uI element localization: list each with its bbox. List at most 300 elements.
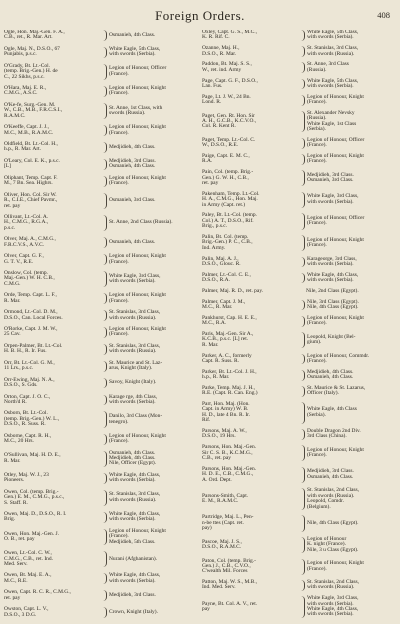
entry-row [202,257,396,268]
entry-name [4,607,101,618]
entry-award-line: Legion of Honour, Commdr. [307,352,370,359]
entry-award-line: White Eagle, 4th Class, [109,511,161,517]
entry-row [4,47,198,58]
brace-divider [300,170,305,186]
entry-name [202,580,299,591]
entry-name-line: Orr, Bt. Lt.-Col. G. M., [4,359,55,366]
entry-award-line: Osmanieh, 4th Class. [109,163,156,170]
entry-award-line: Legion of Honour, Knight [109,432,166,439]
entry-name [202,213,299,229]
entry-name [4,490,101,506]
entry-name-line: K.C.B., p.s.c. [L] ret. [202,336,249,343]
entry-award-line: (Serbia). [307,126,326,133]
entry-award-line: Karage rge, 4th Class, [109,393,158,400]
entry-name-line: C'wealth Mil. Forces [202,568,248,575]
entry-award-line: (France). [109,438,129,445]
entry-award-line: (Serbia). [307,411,326,418]
entry-award-line: with swords (Serbia). [307,34,354,41]
entry-name-line: Brig. [4,516,16,523]
entry-award [109,176,198,187]
entry-name-line: D.S.O., Can. Local Forces. [4,314,63,321]
entry-award-line: Nile, Officer (Egypt). [109,460,157,467]
entry-name [4,590,101,601]
entry-award-line: Legion of Honour, Knight [307,314,364,321]
entry-award [109,529,198,545]
entry-award-line: St. Anne, 1st Class, with [109,104,163,111]
entry-name-line: Lond. R. [202,99,222,106]
entry-row [4,473,198,484]
entry-name-line: Brig., p.s.c. [202,223,228,230]
brace-divider [300,370,305,381]
entry-award-line: Legion of Honour, Knight [109,124,166,131]
entry-award [307,194,396,205]
entry-name-line: R., C.I.E., Chief Pavmr., [4,197,58,204]
entry-name [4,86,101,97]
brace-divider [102,293,107,304]
entry-row [4,176,198,187]
entry-name-line: Owen, Col. (temp. Brig.- [4,488,59,495]
entry-name-line: R.E. (Capt. R. Can. Eng.) [202,390,258,397]
entry-row [4,327,198,338]
entry-award-line: Medjidieh, 4th Class. [109,143,156,150]
entry-award [109,293,198,304]
brace-divider [300,111,305,133]
entry-name [4,434,101,445]
entry-name-line: ret. pay [202,180,219,186]
brace-divider [102,327,107,338]
entry-name-line: Page, Lt. J. W., 24 Bn. [202,93,251,100]
entry-award-line: Osmanieh, 4th Class. [307,473,354,480]
entry-award [306,289,396,294]
entry-award-line: Nile, 4th Class (Egypt). [307,519,359,526]
entry-award-line: (France). [307,565,327,572]
brace-divider [300,429,305,440]
entry-award [109,145,198,150]
entry-row [4,551,198,567]
entry-award-line: Double Dragon 2nd Div. [307,428,361,435]
entry-award-line: Legion of Honour, Officer [109,65,167,72]
entry-award-line: St. Anne, 2nd Class (Russia). [109,219,173,226]
entry-award-line: with swords (Serbia). [109,278,156,285]
entry-award [307,257,396,268]
entry-name-line: Payne, Bt. Col. A. V., ret. [202,600,258,607]
entry-award-line: (France). [307,142,327,149]
entry-award-line: Osmanieh, 4th Class. [307,374,354,381]
entry-award [109,106,198,117]
entry-name [4,378,101,389]
entry-row [202,515,396,531]
entry-award-line: Medjidieh, 4th Class. [109,454,156,461]
entry-name-line: n-be ttes (Capt. ret. [202,519,244,526]
entry-name-line: Parsons-Smith, Capt. [202,492,249,499]
entry-name-line: C.M.G., A.S.C. [4,90,38,97]
entry-row [4,395,198,406]
entry-award-line: Osmanieh, 4th Class. [109,449,156,456]
entry-name [202,494,299,505]
entry-award [307,111,396,133]
entry-name-line: Palin, Maj. A. J., [202,255,239,262]
entry-award-line: White Eagle, 3rd Class, [307,193,359,200]
entry-award-line: (France). [307,320,327,327]
brace-divider [102,215,107,231]
entry-name-line: W., C.B., M.B., F.R.C.S.I., [4,107,63,114]
entry-award [307,448,396,459]
brace-divider [300,273,305,284]
entry-award [307,216,396,227]
entry-award [109,451,198,467]
entry-name-line: Ind. Med. Serv. [202,584,236,591]
entry-award-line: with swords (Russia). [109,314,157,321]
entry-name [202,316,299,327]
entry-name-line: Capt. in Army) W. B. [202,406,249,413]
entry-name-line: M.C., 20 Hrs. [4,438,34,445]
entry-name-line: Olver, Maj. A., C.M.G., [4,236,56,243]
entry-name-line: Ollivant, Lt.-Col. A. [4,213,49,220]
entry-name-line: O'Keeffe, Capt. J. J., [4,124,49,131]
entry-name [4,64,101,80]
entry-award-line: White Eagle, 1st Class [307,120,357,127]
entry-name-line: D.S.O., R.A.M.C. [202,544,242,551]
entry-name-line: O'Sullivan, Maj. H. D. E., [4,452,61,459]
entry-name-line: Gen.) J., C.B., C.V.O., [202,562,251,569]
entry-name-line: Parsons, Hon. Maj.-Gen. [202,465,257,472]
entry-name-line: Orr-Ewing, Maj. N. A., [4,376,55,383]
entry-row [4,451,198,467]
entry-award-line: with swords (Serbia). [307,198,354,205]
entry-award [307,335,396,346]
entry-name [202,95,299,106]
entry-name [202,467,299,483]
entry-name [4,237,101,248]
entry-award-line: with swords (Serbia). [109,51,156,58]
entry-row [4,254,198,265]
brace-divider [102,64,107,80]
brace-divider [102,159,107,170]
brace-divider [102,271,107,287]
brace-divider [102,103,107,119]
entry-award-line: St. Anne, 3rd Class [307,61,349,68]
entry-row [202,559,396,575]
brace-divider [102,361,107,372]
entry-award [109,492,198,503]
entry-name-line: Parker, Bt. Lt.-Col. J. H., [202,368,257,375]
entry-award-line: 3rd Class (China). [307,433,347,440]
entry-award-line: Medjidieh, 3rd Class. [109,157,156,164]
entry-name-line: h.p., R. Mar. [202,374,230,381]
entry-name-line: Col.) A. T., D.S.O., Rif. [202,217,254,224]
entry-name-line: Page, Capt. G. F., D.S.O., [202,77,258,84]
columns [4,30,396,620]
entry-name-line: O. B., ret. pay [4,535,35,542]
entry-row [4,310,198,321]
entry-row [4,64,198,80]
entry-name-line: O'Ke-fe, Surg.-Gen. M. [4,101,56,108]
entry-award [109,220,198,225]
entry-name-line: 25 Cav. [4,331,21,338]
brace-divider [300,213,305,229]
entry-row [202,154,396,165]
entry-name-line: Owen, Hon. Maj.-Gen. J. [4,530,59,537]
entry-name [4,293,101,304]
entry-name-line: Sir C. S. B., K.C.M.G., [202,449,253,456]
brace-divider [102,47,107,58]
entry-name-line: Paddon, Bt. Maj. S. S., [202,61,252,68]
entry-name [4,142,101,153]
entry-name-line: Palmer, Lt.-Col. C. E., [202,271,251,278]
entry-name-line: ret. pay [4,594,21,601]
entry-name-line: Parr, Hon. Maj. (Hon. [202,401,250,408]
entry-award [307,46,396,57]
entry-row [202,488,396,510]
entry-award-line: Osmanieh, 3rd Class. [307,177,354,184]
entry-name-line: G. T. V., R.E. [4,258,34,265]
entry-award-line: Officer (Italy). [307,390,339,397]
entry-award-line: with swords (Serbia). [307,600,354,607]
entry-row [4,490,198,506]
entry-award-line: St. Stanislas, 2nd Class, [307,487,359,494]
entry-award-line: White Eagle, 3rd Class, [109,272,161,279]
entry-row [4,434,198,445]
entry-award-line: with swords (Serbia). [307,611,354,618]
entry-award-line: Medjidieh, 5th Class. [109,538,156,545]
entry-row [4,30,198,41]
entry-row [202,370,396,381]
entry-row [202,95,396,106]
entry-name-line: Palin, Bt. Col. (temp. [202,233,249,240]
entry-award [307,173,396,184]
entry-name-line: H., C.M.G., R.G.A., [4,219,49,226]
entry-name [202,114,299,130]
entry-name [202,300,299,311]
brace-divider [300,46,305,57]
entry-name-line: D.S.O., R.A. [202,277,230,284]
entry-award [109,344,198,355]
entry-award [307,488,396,510]
entry-name-line: H. B. H., R. Ir. Fus. [4,348,47,355]
entry-award [109,86,198,97]
brace-divider [102,30,107,41]
entry-name-line: D.S.O., S. Gds. [4,382,38,389]
entry-name-line: Olver, Capt. G. F., [4,253,44,260]
entry-award-line: Medjidieh, 3rd Class. [307,468,354,475]
entry-award [307,537,396,553]
brace-divider [102,590,107,601]
entry-row [202,445,396,461]
entry-name [202,540,299,551]
entry-award [307,79,396,90]
entry-name-line: H. A., C.M.G., Hon. Maj. [202,196,258,203]
entry-award-line: Medjidieh, 4th Class. [307,368,354,375]
entry-name-line: Ogle, Maj. N., D.S.O., 67 [4,45,60,52]
entry-name [202,370,299,381]
brace-divider [300,332,305,348]
entry-row [4,607,198,618]
entry-award-line: (Russia). [307,115,327,122]
entry-award [307,154,396,165]
left-column [4,30,198,620]
entry-award [109,512,198,523]
entry-award-line: Legion of Honour, Officer [307,136,365,143]
entry-name [202,289,299,294]
entry-award-line: with swords (Russia). [109,348,157,355]
entry-name [202,192,299,208]
entry-name-line: H. D., late 4 Bn. R. Ir. [202,411,251,418]
entry-row [4,361,198,372]
entry-name-line: Ozanne, Maj. H., [202,45,240,52]
entry-name [202,602,299,613]
entry-award-line: with swords (Russia). [307,492,355,499]
entry-name-line: Owston, Capt. L. V., [4,606,49,613]
entry-name-line: K. R. Rif. C. [202,34,230,41]
entry-award-line: Medjidieh, 3rd Class. [307,171,354,178]
entry-award-line: Legion of Honour, Knight [307,446,364,453]
brace-divider [300,138,305,149]
entry-award-line: Nile, 4th Class (Egypt). [307,304,359,311]
page-header [0,8,400,28]
brace-divider [102,378,107,389]
entry-award [307,300,396,311]
entry-award [109,593,198,598]
entry-row [4,411,198,427]
entry-name-line: M.C., M.B., R.A.M.C. [4,129,54,136]
brace-divider [300,596,305,618]
brace-divider [102,551,107,567]
entry-award [109,125,198,136]
entry-name-line: Ogle, Hon. Maj.-Gen. F. A., [4,30,65,35]
brace-divider [300,488,305,510]
entry-name-line: Orde, Temp. Capt. L. F., [4,292,57,299]
entry-name-line: Med. Serv. [4,560,28,567]
entry-award-line: Danilo, 3rd Class (Mon- [109,413,163,420]
entry-award-line: (France). [109,258,129,265]
entry-name [202,402,299,424]
entry-row [202,213,396,229]
entry-name-line: D.S.O., 19 Hrs. [202,433,236,440]
entry-name [4,395,101,406]
entry-name [202,354,299,365]
entry-name-line: p.s.c. [4,224,16,231]
entry-award-line: swords (Russia). [109,110,146,117]
entry-name [4,473,101,484]
entry-award-line: (France). [109,129,129,136]
entry-award-line: (France). [307,357,327,364]
entry-name-line: R. Mar. [202,341,219,348]
entry-name-line: Brig.-Gen.) P. C., C.B., [202,239,253,246]
entry-name-line: 11 Lrs., p.s.c. [4,365,34,372]
entry-name [4,411,101,427]
entry-row [202,332,396,348]
brace-divider [102,607,107,618]
entry-row [4,512,198,523]
entry-award-line: St. Stanislas, 3rd Class, [307,45,359,52]
entry-award-line: Nile, 3 u Class (Egypt). [307,546,359,553]
entry-row [202,111,396,133]
entry-name-line: Parker, A. C., formerly [202,352,252,359]
entry-name [202,79,299,90]
entry-name-line: Oliphant, Temp. Capt. F. [4,174,58,181]
entry-award-line: with swords (Serbia). [109,477,156,484]
entry-name-line: Capt. R. Suss. R. [202,357,240,364]
entry-award [307,561,396,572]
brace-divider [102,434,107,445]
entry-row [4,125,198,136]
entry-row [202,402,396,424]
entry-name-line: C., 22 Sikhs, p.s.c. [4,73,45,80]
entry-award-line: Legion of Honour, Knight [109,253,166,260]
entry-award [109,414,198,425]
entry-row [202,79,396,90]
entry-name-line: Owen, Maj. D., D.S.O., R. I. [4,511,67,517]
entry-name-line: D.S.O., 3 D.G. [4,611,37,618]
entry-name [202,170,299,186]
entry-row [202,596,396,618]
brace-divider [102,142,107,153]
entry-name [4,327,101,338]
entry-name [4,344,101,355]
entry-award-line: Osmanieh, 4th Class. [109,31,156,38]
entry-award-line: (France). [307,99,327,106]
entry-name [202,559,299,575]
entry-name [202,332,299,348]
entry-name-line: C.M.G. [4,280,21,287]
brace-divider [300,95,305,106]
entry-name-line: Parke, Temp. Maj. J. H., [202,384,255,391]
entry-name-line: O'Rorke, Capt. J. M. W., [4,326,58,333]
entry-award [307,429,396,440]
entry-award-line: Nurani (Afghanistan). [109,555,158,562]
entry-name [4,103,101,119]
entry-name [202,386,299,397]
entry-award-line: Legion of Honour, Knight [307,236,364,243]
entry-name [202,46,299,57]
entry-name-line: Paige, Capt. E. M. C., [202,153,250,160]
entry-name-line: S. Staff. R. [4,499,28,506]
entry-name-line: Paley, Bt. Lt.-Col. (temp. [202,212,257,219]
brace-divider [300,402,305,424]
entry-award [307,95,396,106]
entry-award-line: Legion of Honour, Knight [307,560,364,567]
entry-name [202,445,299,461]
entry-award-line: (Russia). [307,66,327,73]
entry-award-line: Legion of Honour [307,535,347,542]
entry-name-line: R.A. [202,158,213,165]
entry-row [202,354,396,365]
entry-award-line: St. Alexander Nevsky [307,109,355,116]
entry-award-line: (France). [307,220,327,227]
entry-name-line: Orpen-Palmer, Bt. Lt.-Col. [4,342,63,349]
entry-row [4,159,198,170]
entry-name-line: Paget, Temp. Lt.-Col. C. [202,136,256,143]
entry-award [109,159,198,170]
brace-divider [300,300,305,311]
entry-award-line: Legion of Honour, Knight [307,93,364,100]
entry-name-line: W., D.S.O., R.E. [202,142,239,149]
brace-divider [102,395,107,406]
entry-award-line: (Belgium). [307,503,331,510]
entry-award [307,596,396,618]
entry-row [202,429,396,440]
brace-divider [102,573,107,584]
entry-award [307,354,396,365]
entry-award-line: tenegro). [109,418,129,425]
entry-award [109,327,198,338]
page-title: Foreign Orders. [155,8,245,23]
entry-row [4,573,198,584]
entry-name-line: Gen.) G. W. H., C.B., [202,174,249,181]
entry-row [202,30,396,41]
entry-name [4,30,101,41]
brace-divider [102,237,107,248]
